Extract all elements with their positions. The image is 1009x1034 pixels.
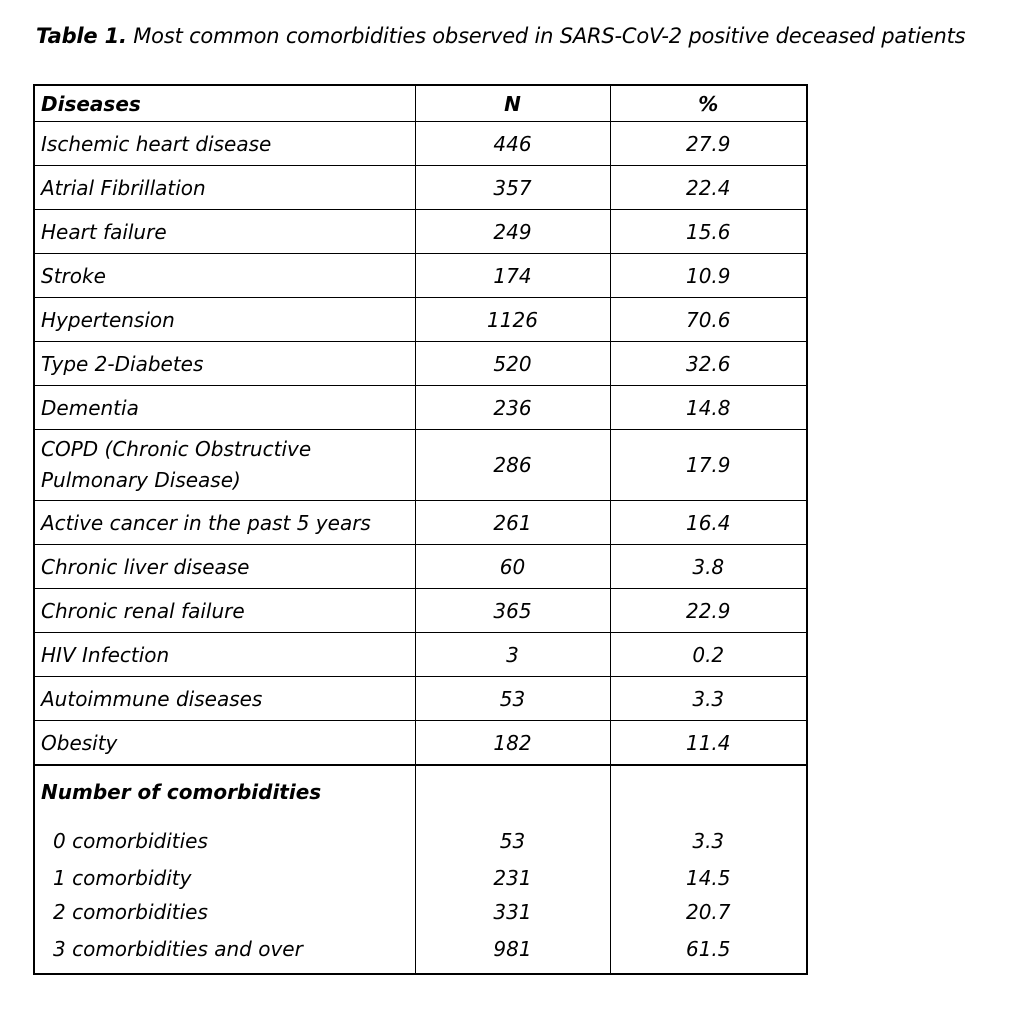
- disease-percent: 3.8: [610, 545, 807, 589]
- disease-count: 174: [415, 254, 610, 298]
- table-row: [34, 298, 807, 342]
- disease-percent: 22.4: [610, 166, 807, 210]
- disease-name: Obesity: [34, 721, 415, 766]
- comorbidity-count-label: 0 comorbidities: [34, 815, 415, 861]
- table-row: [34, 122, 807, 166]
- comorbidity-count-label: 2 comorbidities: [34, 895, 415, 929]
- disease-percent: 10.9: [610, 254, 807, 298]
- disease-name: COPD (Chronic Obstructive Pulmonary Disease): [34, 430, 415, 501]
- header-percent: %: [610, 85, 807, 122]
- disease-percent: 0.2: [610, 633, 807, 677]
- disease-count: 236: [415, 386, 610, 430]
- table-caption: [36, 24, 965, 48]
- comorbidity-count-n: 981: [415, 929, 610, 974]
- comorbidity-count-n: 53: [415, 815, 610, 861]
- comorbidity-count-label: 3 comorbidities and over: [34, 929, 415, 974]
- disease-count: 1126: [415, 298, 610, 342]
- disease-name: Atrial Fibrillation: [34, 166, 415, 210]
- comorbidity-count-percent: 3.3: [610, 815, 807, 861]
- disease-percent: 70.6: [610, 298, 807, 342]
- disease-name: Type 2-Diabetes: [34, 342, 415, 386]
- table-row: [34, 815, 807, 861]
- table-row: [34, 633, 807, 677]
- disease-count: 286: [415, 430, 610, 501]
- disease-percent: 16.4: [610, 501, 807, 545]
- disease-count: 249: [415, 210, 610, 254]
- table-row: [34, 386, 807, 430]
- disease-name: Heart failure: [34, 210, 415, 254]
- disease-percent: 22.9: [610, 589, 807, 633]
- table-row: [34, 721, 807, 766]
- disease-name: Hypertension: [34, 298, 415, 342]
- comorbidities-group-header: [34, 765, 807, 815]
- comorbidities-group-title: Number of comorbidities: [34, 765, 415, 815]
- disease-percent: 32.6: [610, 342, 807, 386]
- disease-name: HIV Infection: [34, 633, 415, 677]
- comorbidity-count-n: 231: [415, 861, 610, 895]
- table-row: [34, 254, 807, 298]
- disease-percent: 11.4: [610, 721, 807, 766]
- comorbidity-count-label: 1 comorbidity: [34, 861, 415, 895]
- comorbidity-count-percent: 14.5: [610, 861, 807, 895]
- disease-percent: 14.8: [610, 386, 807, 430]
- disease-percent: 3.3: [610, 677, 807, 721]
- disease-count: 357: [415, 166, 610, 210]
- disease-count: 446: [415, 122, 610, 166]
- caption-lead: Table 1.: [36, 24, 127, 48]
- table-row: [34, 342, 807, 386]
- table-row: [34, 501, 807, 545]
- disease-name: Dementia: [34, 386, 415, 430]
- comorbidity-count-percent: 61.5: [610, 929, 807, 974]
- table-row: [34, 589, 807, 633]
- header-diseases: Diseases: [34, 85, 415, 122]
- table-row: [34, 166, 807, 210]
- comorbidities-table: [33, 84, 808, 975]
- header-n: N: [415, 85, 610, 122]
- table-row: [34, 677, 807, 721]
- disease-count: 365: [415, 589, 610, 633]
- disease-count: 261: [415, 501, 610, 545]
- disease-percent: 15.6: [610, 210, 807, 254]
- table-row: [34, 861, 807, 895]
- disease-name: Chronic liver disease: [34, 545, 415, 589]
- disease-count: 60: [415, 545, 610, 589]
- comorbidity-count-percent: 20.7: [610, 895, 807, 929]
- table-row: [34, 430, 807, 501]
- disease-name: Autoimmune diseases: [34, 677, 415, 721]
- table-row: [34, 545, 807, 589]
- comorbidity-count-n: 331: [415, 895, 610, 929]
- disease-count: 182: [415, 721, 610, 766]
- table-row: [34, 929, 807, 974]
- disease-name: Active cancer in the past 5 years: [34, 501, 415, 545]
- table-row: [34, 210, 807, 254]
- disease-percent: 17.9: [610, 430, 807, 501]
- disease-name: Chronic renal failure: [34, 589, 415, 633]
- disease-count: 3: [415, 633, 610, 677]
- table-row: [34, 895, 807, 929]
- disease-name: Ischemic heart disease: [34, 122, 415, 166]
- disease-percent: 27.9: [610, 122, 807, 166]
- disease-count: 53: [415, 677, 610, 721]
- disease-name: Stroke: [34, 254, 415, 298]
- caption-text: Most common comorbidities observed in SARS-CoV-2 positive deceased patients: [133, 24, 966, 48]
- table-header-row: [34, 85, 807, 122]
- disease-count: 520: [415, 342, 610, 386]
